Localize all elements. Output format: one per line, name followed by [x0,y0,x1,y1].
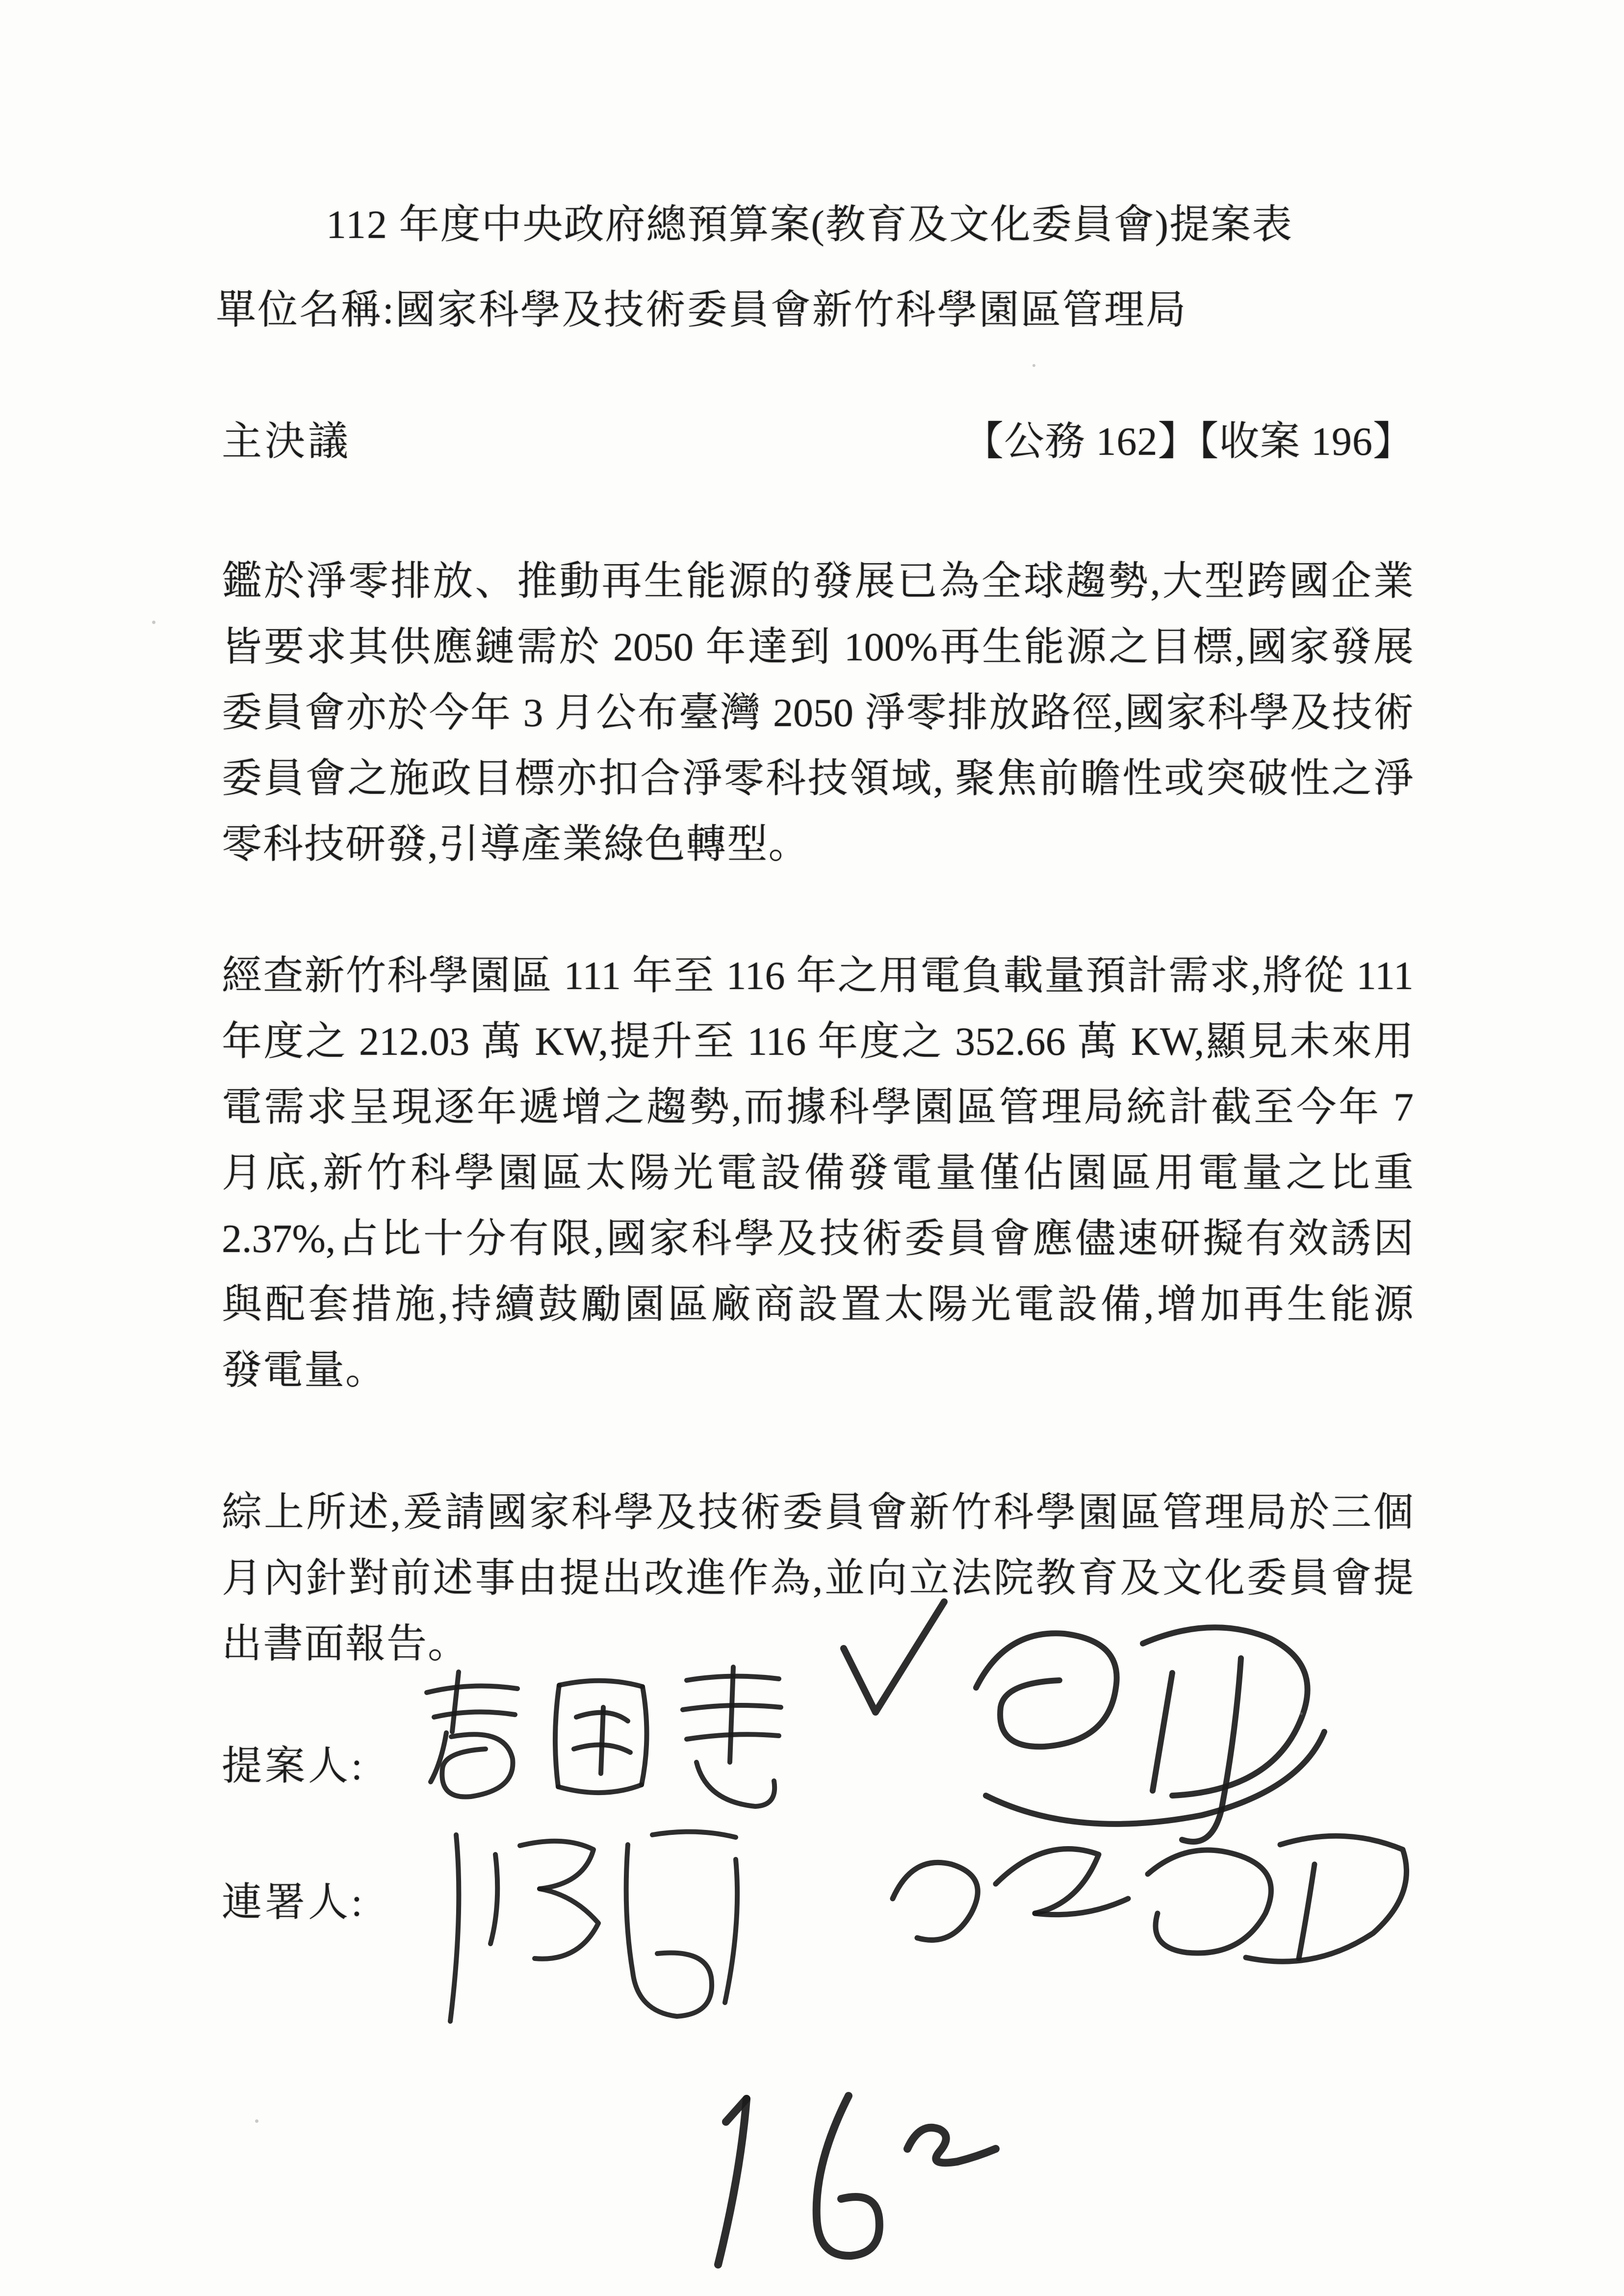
body-line: 委員會之施政目標亦扣合淨零科技領域, 聚焦前瞻性或突破性之淨 [222,756,1414,801]
scan-speck [1300,1712,1303,1715]
body-line: 月內針對前述事由提出改進作為,並向立法院教育及文化委員會提 [222,1556,1414,1600]
body-line: 皆要求其供應鏈需於 2050 年達到 100%再生能源之目標,國家發展 [222,625,1414,669]
scan-speck [255,2119,258,2123]
body-line: 零科技研發,引導產業綠色轉型。 [222,822,810,866]
body-line: 發電量。 [222,1348,387,1392]
body-line: 電需求呈現逐年遞增之趨勢,而據科學園區管理局統計截至今年 7 [222,1085,1414,1129]
proposer-label: 提案人: [222,1744,365,1788]
cosigner-signature-2 [873,1796,1437,2002]
resolution-header-row [222,412,1414,471]
proposer-signature [412,1658,814,1825]
body-line: 綜上所述,爰請國家科學及技術委員會新竹科學園區管理局於三個 [222,1490,1414,1535]
body-line: 與配套措施,持續鼓勵園區廠商設置太陽光電設備,增加再生能源 [222,1282,1414,1327]
cosigner-signature-1 [422,1815,824,2041]
cosigner-label: 連署人: [222,1880,365,1925]
handwritten-page-number [652,2075,1005,2281]
scan-speck [1032,364,1035,367]
paragraph-1 [222,548,1414,877]
body-line: 委員會亦於今年 3 月公布臺灣 2050 淨零排放路徑,國家科學及技術 [222,690,1414,735]
scan-speck [725,1246,729,1250]
body-line: 2.37%,占比十分有限,國家科學及技術委員會應儘速研擬有效誘因 [222,1216,1414,1261]
body-line: 年度之 212.03 萬 KW,提升至 116 年度之 352.66 萬 KW,顯見未來用 [222,1019,1414,1064]
body-line: 經查新竹科學園區 111 年至 116 年之用電負載量預計需求,將從 111 [222,953,1414,998]
case-number-stamp: 【公務 162】【收案 196】 [963,419,1414,464]
body-line: 出書面報告。 [222,1621,469,1666]
document-title: 112 年度中央政府總預算案(教育及文化委員會)提案表 [326,202,1293,247]
scan-speck [152,621,155,624]
body-line: 月底,新竹科學園區太陽光電設備發電量僅佔園區用電量之比重 [222,1150,1414,1195]
body-line: 鑑於淨零排放、推動再生能源的發展已為全球趨勢,大型跨國企業 [222,559,1414,603]
paragraph-2 [222,943,1414,1403]
unit-name-line: 單位名稱:國家科學及技術委員會新竹科學園區管理局 [216,287,1187,332]
resolution-label: 主決議 [222,419,352,464]
